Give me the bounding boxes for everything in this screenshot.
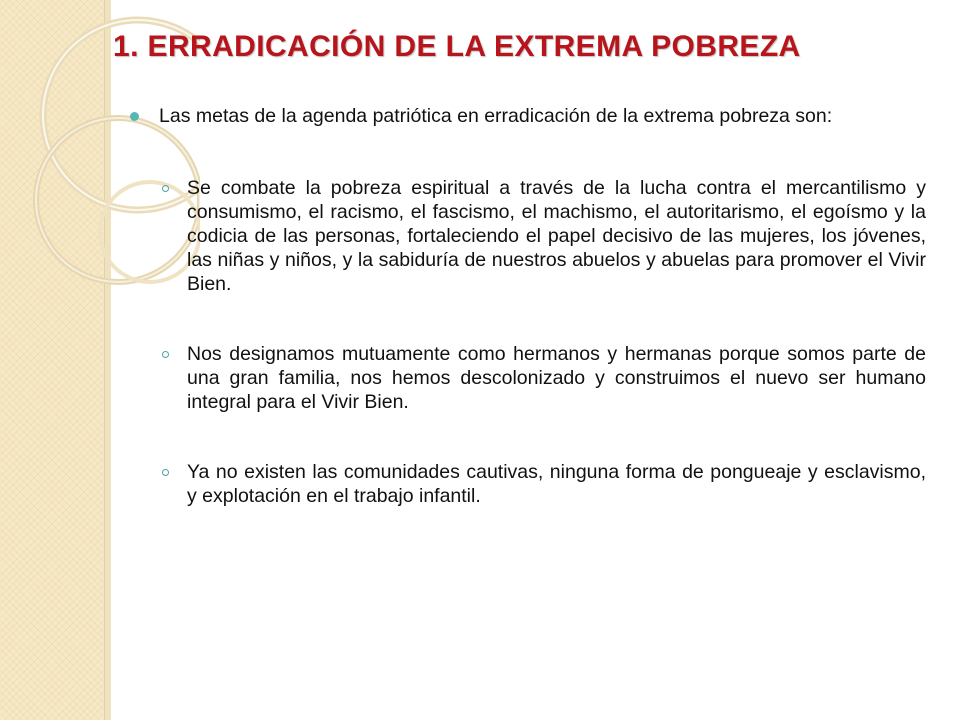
list-item-text: Se combate la pobreza espiritual a través de la lucha contra el mercantilismo y consumismo, el racismo, el fascismo, el machismo, el autoritarismo, el egoísmo y la codicia de las personas, fortaleciendo el papel decisivo de las mujeres, los jóvenes, las niñas y niños, y la sabiduría de nuestros abuelos y abuelas para promover el Vivir Bien.	[187, 177, 926, 295]
ring-bullet-icon	[162, 469, 169, 476]
list-item	[130, 460, 926, 508]
page-title: 1. ERRADICACIÓN DE LA EXTREMA POBREZA	[113, 30, 801, 63]
list-item-text: Nos designamos mutuamente como hermanos y hermanas porque somos parte de una gran familia, nos hemos descolonizado y construimos el nuevo ser humano integral para el Vivir Bien.	[187, 343, 926, 413]
ring-bullet-icon	[162, 351, 169, 358]
list-item	[130, 342, 926, 414]
list-item-text: Ya no existen las comunidades cautivas, ninguna forma de pongueaje y esclavismo, y explotación en el trabajo infantil.	[187, 461, 926, 507]
list-item	[130, 176, 926, 296]
bullet-dot-icon	[130, 112, 139, 121]
ring-bullet-icon	[162, 185, 169, 192]
intro-paragraph	[130, 104, 926, 128]
intro-text: Las metas de la agenda patriótica en erradicación de la extrema pobreza son:	[159, 105, 833, 127]
slide-content	[130, 104, 926, 508]
